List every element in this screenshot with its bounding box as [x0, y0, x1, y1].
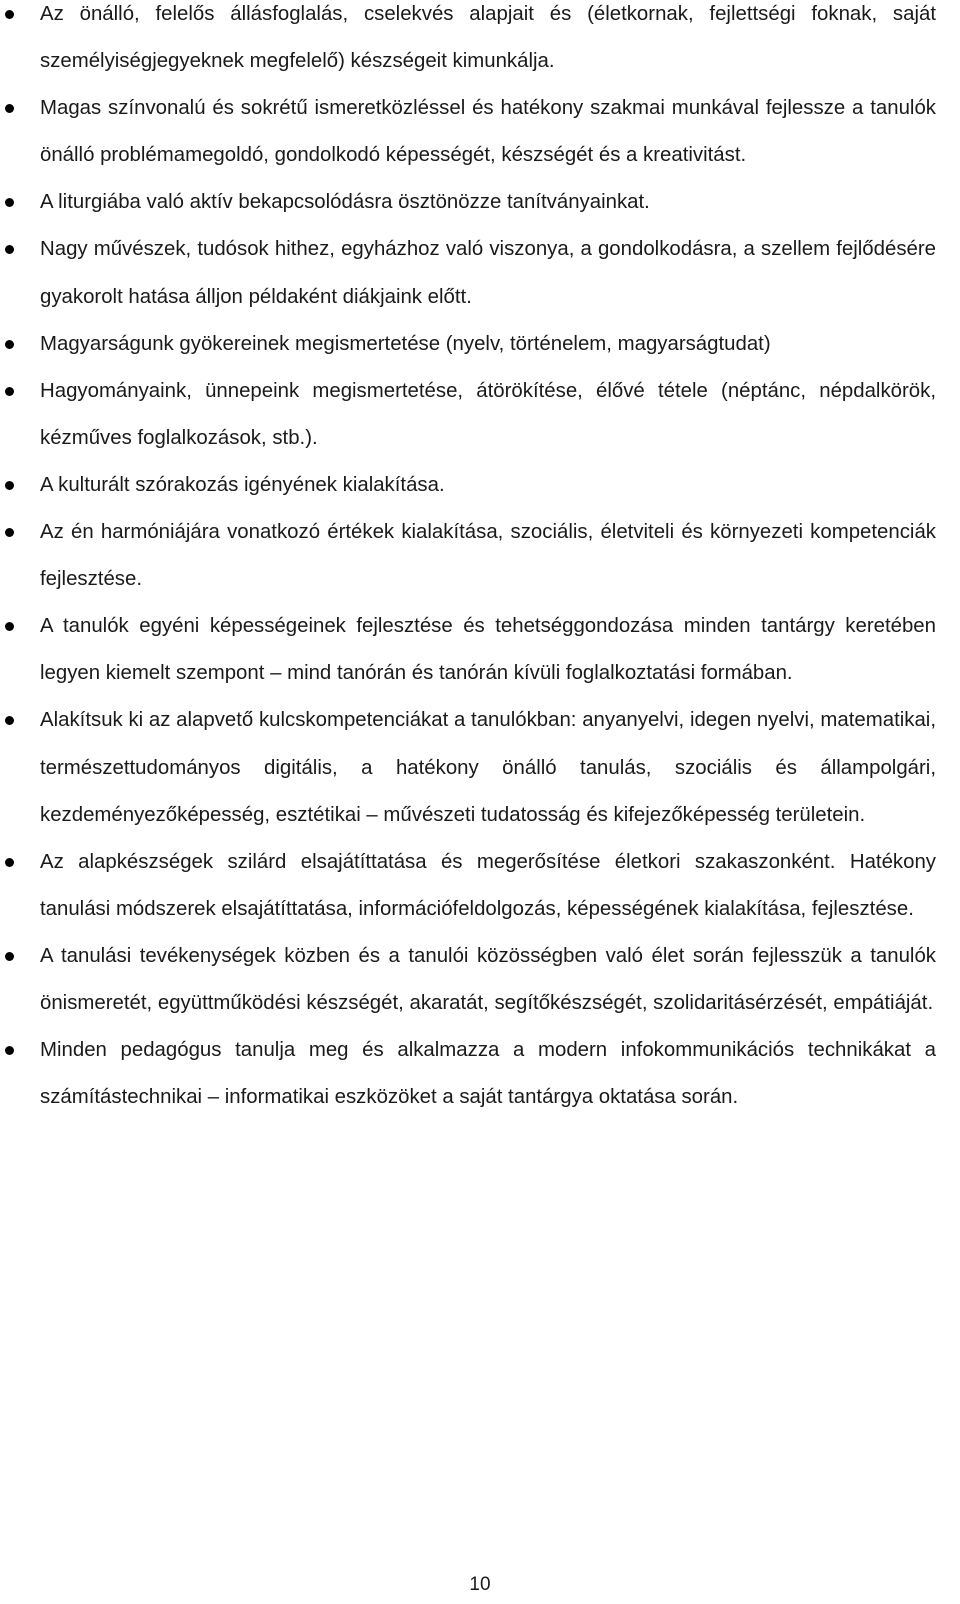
bullet-icon — [5, 858, 14, 867]
list-item — [0, 603, 960, 697]
list-item — [0, 933, 960, 1027]
list-item-text: A kulturált szórakozás igényének kialakítása. — [40, 473, 445, 496]
bullet-icon — [5, 1046, 14, 1055]
list-item — [0, 85, 960, 179]
list-item-text: Hagyományaink, ünnepeink megismertetése, átörökítése, élővé tétele (néptánc, népdalkörök, kézműves foglalkozások, stb.). — [40, 379, 936, 449]
list-item-text: Magas színvonalú és sokrétű ismeretközléssel és hatékony szakmai munkával fejlessze a tanulók önálló problémamegoldó, gondolkodó képességét, készségét és a kreativitást. — [40, 97, 936, 167]
bullet-icon — [5, 104, 14, 113]
list-item-text: Alakítsuk ki az alapvető kulcskompetenciákat a tanulókban: anyanyelvi, idegen nyelvi, matematikai, természettudományos digitális, a hatékony önálló tanulás, szociális és állampolgári, kezdeményezőképesség, esztétikai – művészeti tudatosság és kifejezőképesség területein. — [40, 709, 936, 826]
list-item-text: Minden pedagógus tanulja meg és alkalmazza a modern infokommunikációs technikákat a számítástechnikai – informatikai eszközöket a saját tantárgya oktatása során. — [40, 1039, 936, 1109]
list-item-text: Az én harmóniájára vonatkozó értékek kialakítása, szociális, életviteli és környezeti kompetenciák fejlesztése. — [40, 521, 936, 591]
list-item — [0, 0, 960, 85]
page-number: 10 — [469, 1574, 491, 1595]
bullet-icon — [5, 387, 14, 396]
bullet-icon — [5, 198, 14, 207]
bullet-icon — [5, 622, 14, 631]
list-item-text: A tanulók egyéni képességeinek fejlesztése és tehetséggondozása minden tantárgy keretében legyen kiemelt szempont – mind tanórán és tanórán kívüli foglalkoztatási formában. — [40, 615, 936, 685]
list-item — [0, 368, 960, 462]
list-item — [0, 1027, 960, 1121]
list-item-text: A liturgiába való aktív bekapcsolódásra ösztönözze tanítványainkat. — [40, 191, 650, 214]
list-item-text: Nagy művészek, tudósok hithez, egyházhoz való viszonya, a gondolkodásra, a szellem fejlődésére gyakorolt hatása álljon példaként diákjaink előtt. — [40, 238, 936, 308]
list-item — [0, 321, 960, 368]
bullet-icon — [5, 245, 14, 254]
bullet-icon — [5, 340, 14, 349]
list-item-text: Az alapkészségek szilárd elsajátíttatása és megerősítése életkori szakaszonként. Hatékony tanulási módszerek elsajátíttatása, információfeldolgozás, képességének kialakítása, fejlesztése. — [40, 850, 936, 920]
list-item — [0, 509, 960, 603]
list-item — [0, 226, 960, 320]
list-item — [0, 462, 960, 509]
list-item — [0, 839, 960, 933]
bullet-icon — [5, 10, 14, 19]
list-item — [0, 697, 960, 838]
bullet-icon — [5, 716, 14, 725]
bullet-icon — [5, 481, 14, 490]
list-item-text: A tanulási tevékenységek közben és a tanulói közösségben való élet során fejlesszük a tanulók önismeretét, együttműködési készségét, akaratát, segítőkészségét, szolidaritásérzését, empátiáját. — [40, 944, 936, 1014]
bullet-icon — [5, 528, 14, 537]
bullet-icon — [5, 952, 14, 961]
list-item-text: Magyarságunk gyökereinek megismertetése (nyelv, történelem, magyarságtudat) — [40, 332, 771, 355]
list-item-text: Az önálló, felelős állásfoglalás, cselekvés alapjait és (életkornak, fejlettségi foknak, saját személyiségjegyeknek megfelelő) készségeit kimunkálja. — [40, 3, 936, 73]
list-item — [0, 179, 960, 226]
